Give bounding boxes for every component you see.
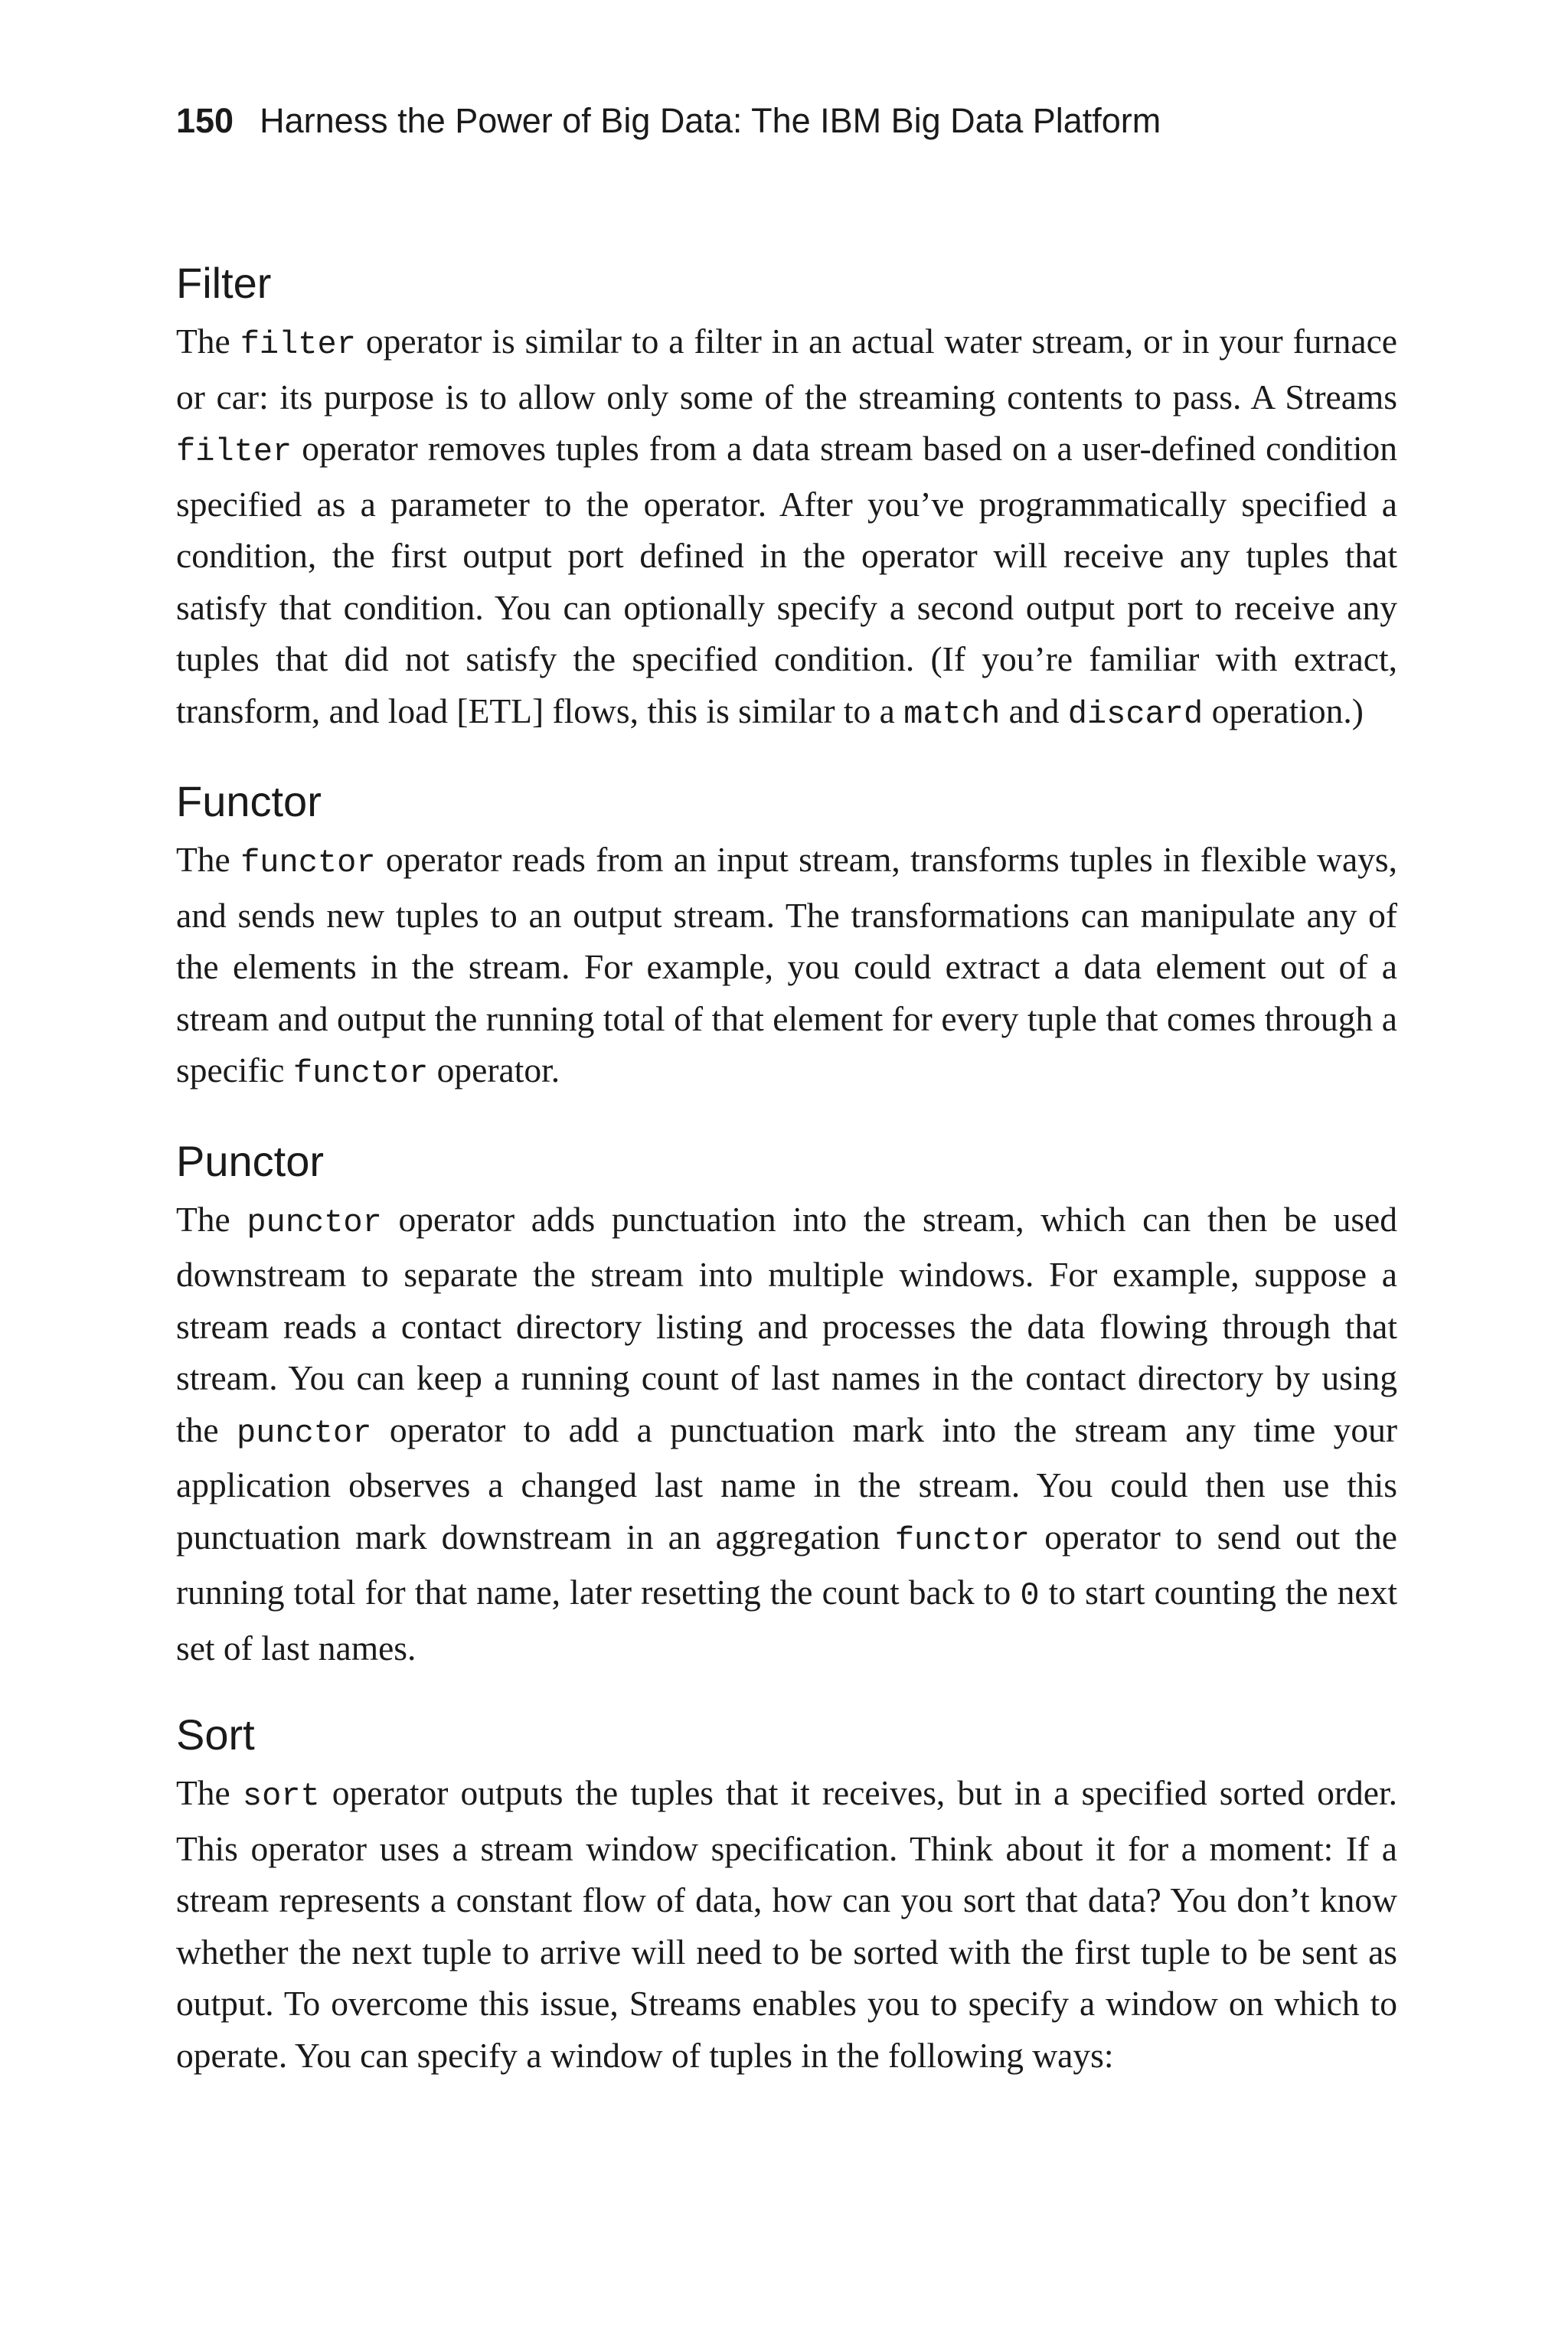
inline-code: filter <box>240 326 356 363</box>
text-run: to start counting the next set of last names. <box>176 1573 1397 1668</box>
section-sort <box>176 1704 1397 2081</box>
inline-code: match <box>903 695 1001 733</box>
text-run: operator removes tuples from a data stream based on a user-defined condition specified as a parameter to the operator. After you’ve programmatically specified a condition, the first output port defined in the operator will receive any tuples that satisfy that condition. You can optionally specify a second output port to receive any tuples that did not satisfy the specified condition. (If you’re familiar with extract, transform, and load [ETL] flows, this is similar to a <box>176 429 1397 730</box>
text-run: operator is similar to a filter in an actual water stream, or in your furnace or car: its purpose is to allow only some of the streaming contents to pass. A Streams <box>176 322 1397 416</box>
text-run: operator reads from an input stream, transforms tuples in flexible ways, and sends new tuples to an output stream. The transformations can manipulate any of the elements in the stream. For example, you could extract a data element out of a stream and output the running total of that element for every tuple that comes through a specific <box>176 840 1397 1089</box>
page-number: 150 <box>176 101 234 140</box>
running-header <box>176 98 1161 144</box>
inline-code: functor <box>292 1055 429 1092</box>
section-paragraph <box>176 1767 1397 2081</box>
book-title: Harness the Power of Big Data: The IBM Big Data Platform <box>260 101 1161 140</box>
section-paragraph <box>176 1194 1397 1674</box>
text-run: operator outputs the tuples that it receives, but in a specified sorted order. This operator uses a stream window specification. Think about it for a moment: If a stream represents a constant flow of data, how can you sort that data? You don’t know whether the next tuple to arrive will need to be sorted with the first tuple to be sent as output. To overcome this issue, Streams enables you to specify a window on which to operate. You can specify a window of tuples in the following ways: <box>176 1773 1397 2075</box>
text-run: The <box>176 1199 247 1239</box>
section-paragraph <box>176 834 1397 1100</box>
text-run: operator adds punctuation into the stream, which can then be used downstream to separate the stream into multiple windows. For example, suppose a stream reads a contact directory listing and processes the data flowing through that stream. You can keep a running count of last names in the contact directory by using the <box>176 1199 1397 1449</box>
text-run: and <box>1000 691 1068 730</box>
inline-code: sort <box>242 1778 320 1815</box>
text-run: operation.) <box>1203 691 1364 730</box>
inline-code: punctor <box>247 1204 382 1241</box>
section-heading: Functor <box>176 777 322 825</box>
text-run: operator to add a punctuation mark into the stream any time your application observes a changed last name in the stream. You could then use this punctuation mark downstream in an aggregation <box>176 1410 1397 1557</box>
section-functor <box>176 771 1397 1100</box>
inline-code: 0 <box>1020 1577 1040 1614</box>
text-run: The <box>176 1773 243 1812</box>
text-run: operator. <box>428 1050 560 1089</box>
text-run: operator to send out the running total for that name, later resetting the count back to <box>176 1517 1397 1612</box>
inline-code: functor <box>894 1521 1031 1559</box>
page-content <box>176 253 1397 2112</box>
section-heading: Filter <box>176 259 272 307</box>
text-run: The <box>176 840 241 879</box>
section-heading: Sort <box>176 1710 255 1759</box>
inline-code: filter <box>176 433 292 470</box>
inline-code: discard <box>1067 695 1204 733</box>
section-paragraph <box>176 315 1397 740</box>
section-filter <box>176 253 1397 740</box>
text-run: The <box>176 322 240 361</box>
inline-code: functor <box>240 844 376 881</box>
section-punctor <box>176 1131 1397 1674</box>
section-heading: Punctor <box>176 1136 324 1185</box>
inline-code: punctor <box>236 1414 372 1452</box>
